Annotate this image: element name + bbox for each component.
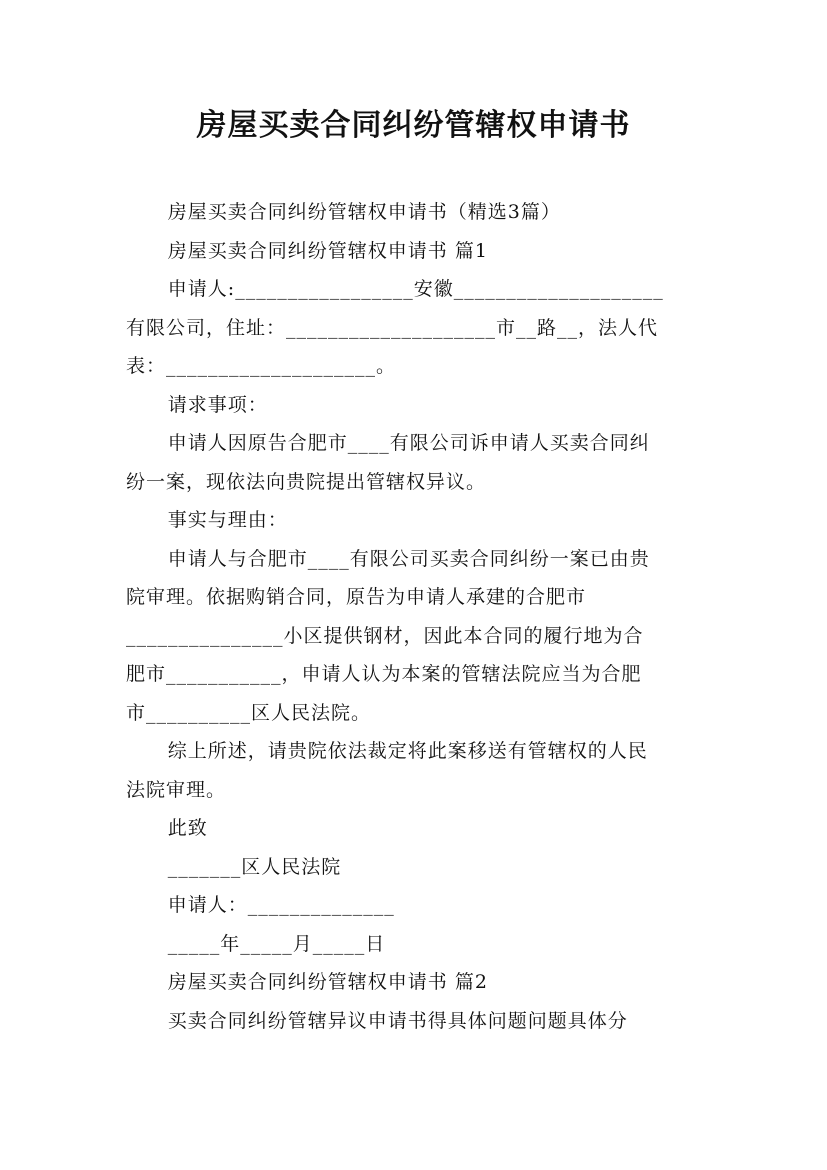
facts-line: _______________小区提供钢材，因此本合同的履行地为合 (126, 624, 644, 647)
summary-line: 综上所述，请贵院依法裁定将此案移送有管辖权的人民 (167, 740, 648, 762)
applicant-line: 有限公司，住址：____________________市__路__，法人代 (126, 316, 659, 339)
request-paragraph (126, 424, 701, 501)
section-2-heading: 房屋买卖合同纠纷管辖权申请书 篇2 (167, 971, 488, 993)
subtitle: 房屋买卖合同纠纷管辖权申请书（精选3篇） (167, 201, 561, 223)
facts-line: 市__________区人民法院。 (126, 701, 372, 724)
document-body (126, 193, 701, 1040)
facts-line: 院审理。依据购销合同，原告为申请人承建的合肥市 (126, 586, 587, 608)
facts-line: 申请人与合肥市____有限公司买卖合同纠纷一案已由贵 (167, 547, 650, 570)
facts-heading: 事实与理由： (167, 509, 288, 531)
applicant-line: 申请人:_________________安徽____________________ (167, 278, 664, 300)
date-line: _____年_____月_____日 (167, 932, 386, 955)
document-title: 房屋买卖合同纠纷管辖权申请书 (196, 108, 631, 143)
facts-paragraph (126, 540, 701, 733)
applicant-line: 表：____________________。 (126, 355, 397, 377)
section-2-text: 买卖合同纠纷管辖异议申请书得具体问题问题具体分 (167, 1009, 628, 1032)
salutation: 此致 (167, 817, 208, 839)
request-line: 申请人因原告合肥市____有限公司诉申请人买卖合同纠 (167, 432, 650, 454)
section-1-heading: 房屋买卖合同纠纷管辖权申请书 篇1 (167, 239, 488, 262)
request-line: 纷一案，现依法向贵院提出管辖权异议。 (126, 470, 487, 493)
summary-line: 法院审理。 (126, 778, 227, 801)
applicant-paragraph (126, 270, 701, 386)
request-heading: 请求事项： (167, 393, 268, 416)
summary-paragraph (126, 732, 701, 809)
court-name: _______区人民法院 (167, 855, 342, 878)
facts-line: 肥市___________，申请人认为本案的管辖法院应当为合肥 (126, 663, 642, 685)
signature-line: 申请人：______________ (167, 894, 395, 916)
